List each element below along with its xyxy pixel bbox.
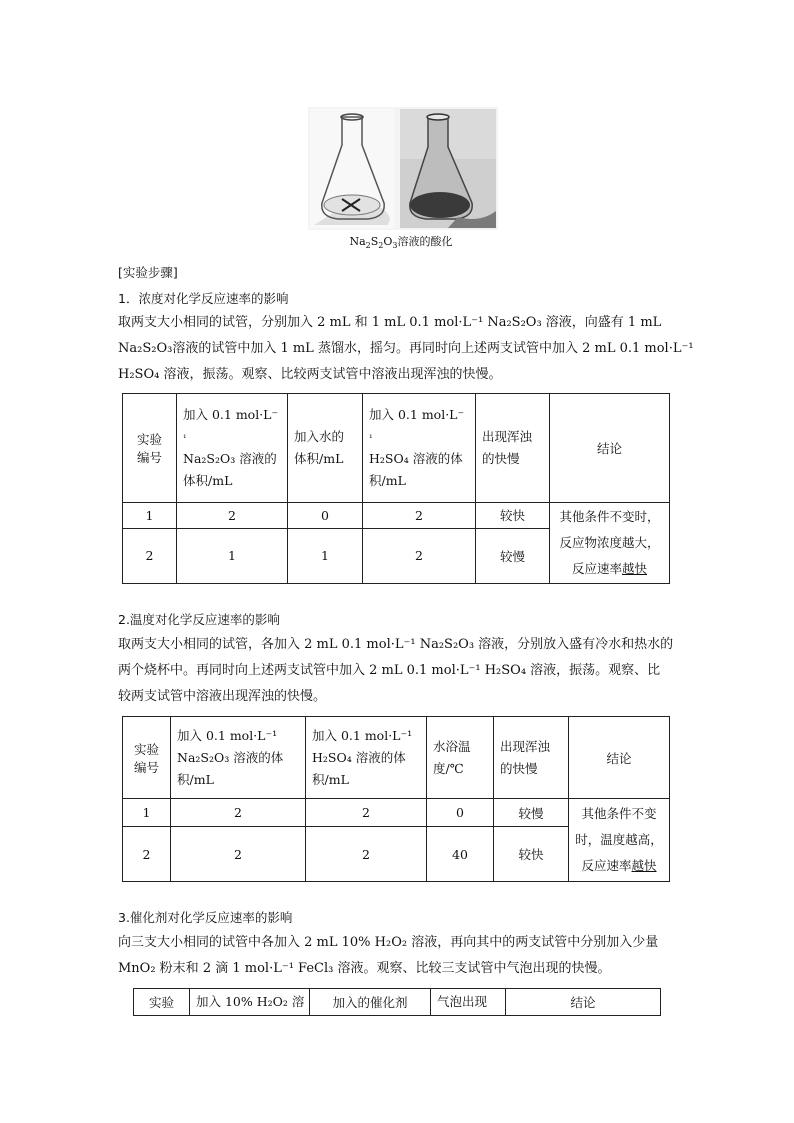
header-cell: 加入水的 体积/mL: [288, 394, 363, 503]
header-cell: 加入 0.1 mol·L⁻ ¹ Na₂S₂O₃ 溶液的 体积/mL: [177, 394, 288, 503]
table-cell: 2: [363, 528, 476, 583]
table-cell: 1: [177, 528, 288, 583]
header-cell: 实验 编号: [123, 717, 171, 799]
section-heading: [实验步骤]: [118, 265, 178, 280]
header-cell: 加入 0.1 mol·L⁻¹ Na₂S₂O₃ 溶液的体 积/mL: [171, 717, 306, 799]
table-cell: 2: [171, 827, 306, 882]
table-cell: 2: [123, 528, 177, 583]
section-1-title: 1．浓度对化学反应速率的影响: [118, 291, 289, 306]
header-cell: 出现浑浊 的快慢: [476, 394, 550, 503]
table-cell: 较快: [476, 502, 550, 528]
table-cell: 2: [363, 502, 476, 528]
header-cell: 加入 10% H₂O₂ 溶: [190, 989, 310, 1016]
table-cell: 较慢: [476, 528, 550, 583]
header-cell: 结论: [506, 989, 661, 1016]
header-cell: 气泡出现: [431, 989, 506, 1016]
table-cell: 2: [171, 799, 306, 827]
table-cell: 1: [123, 502, 177, 528]
table-cell: 较快: [494, 827, 569, 882]
table-cell: 2: [177, 502, 288, 528]
header-cell: 加入 0.1 mol·L⁻¹ H₂SO₄ 溶液的体 积/mL: [306, 717, 427, 799]
header-cell: 加入 0.1 mol·L⁻ ¹ H₂SO₄ 溶液的体 积/mL: [363, 394, 476, 503]
header-cell: 加入的催化剂: [310, 989, 431, 1016]
table-cell: 较慢: [494, 799, 569, 827]
table-cell: 0: [427, 799, 494, 827]
header-cell: 实验 编号: [123, 394, 177, 503]
conclusion-cell: 其他条件不变 时，温度越高， 反应速率越快: [569, 799, 670, 882]
catalyst-table: [133, 988, 661, 1016]
table-cell: 2: [306, 827, 427, 882]
table-cell: 2: [306, 799, 427, 827]
section-2-paragraph: 取两支大小相同的试管，各加入 2 mL 0.1 mol·L⁻¹ Na₂S₂O₃ 溶液，分别放入盛有冷水和热水的 两个烧杯中。再同时向上述两支试管中加入 2 mL 0.1 mol·L⁻¹ H₂SO₄ 溶液，振荡。观察、比 较两支试管中溶液出现浑浊的快慢。: [118, 637, 674, 704]
header-cell: 水浴温 度/℃: [427, 717, 494, 799]
turbid-flask-image: [400, 109, 496, 228]
clear-flask-image: [310, 109, 394, 228]
section-3-paragraph: 向三支大小相同的试管中各加入 2 mL 10% H₂O₂ 溶液，再向其中的两支试管中分别加入少量 MnO₂ 粉末和 2 滴 1 mol·L⁻¹ FeCl₃ 溶液。观察、比较三支试管中气泡出现的快慢。: [118, 935, 659, 976]
header-cell: 结论: [550, 394, 670, 503]
table-cell: 0: [288, 502, 363, 528]
temperature-table: [122, 716, 670, 882]
section-1-paragraph: 取两支大小相同的试管，分别加入 2 mL 和 1 mL 0.1 mol·L⁻¹ Na₂S₂O₃ 溶液，向盛有 1 mL Na₂S₂O₃溶液的试管中加入 1 mL 蒸馏水，摇匀。再同时向上述两支试管中加入 2 mL 0.1 mol·L⁻¹ H₂SO₄ 溶液，振荡。观察、比较两支试管中溶液出现浑浊的快慢。: [118, 315, 694, 382]
table-cell: 2: [123, 827, 171, 882]
header-cell: 结论: [569, 717, 670, 799]
section-2-title: 2.温度对化学反应速率的影响: [118, 612, 280, 627]
table-cell: 1: [288, 528, 363, 583]
table-cell: 1: [123, 799, 171, 827]
header-cell: 出现浑浊 的快慢: [494, 717, 569, 799]
flask-photo: [308, 107, 498, 230]
conclusion-cell: 其他条件不变时， 反应物浓度越大， 反应速率越快: [550, 502, 670, 583]
section-3-title: 3.催化剂对化学反应速率的影响: [118, 910, 293, 925]
header-cell: 实验: [134, 989, 190, 1016]
figure-caption: $Na_2S_2O_3$溶液的酸化: [349, 235, 453, 251]
table-cell: 40: [427, 827, 494, 882]
concentration-table: [122, 393, 670, 584]
